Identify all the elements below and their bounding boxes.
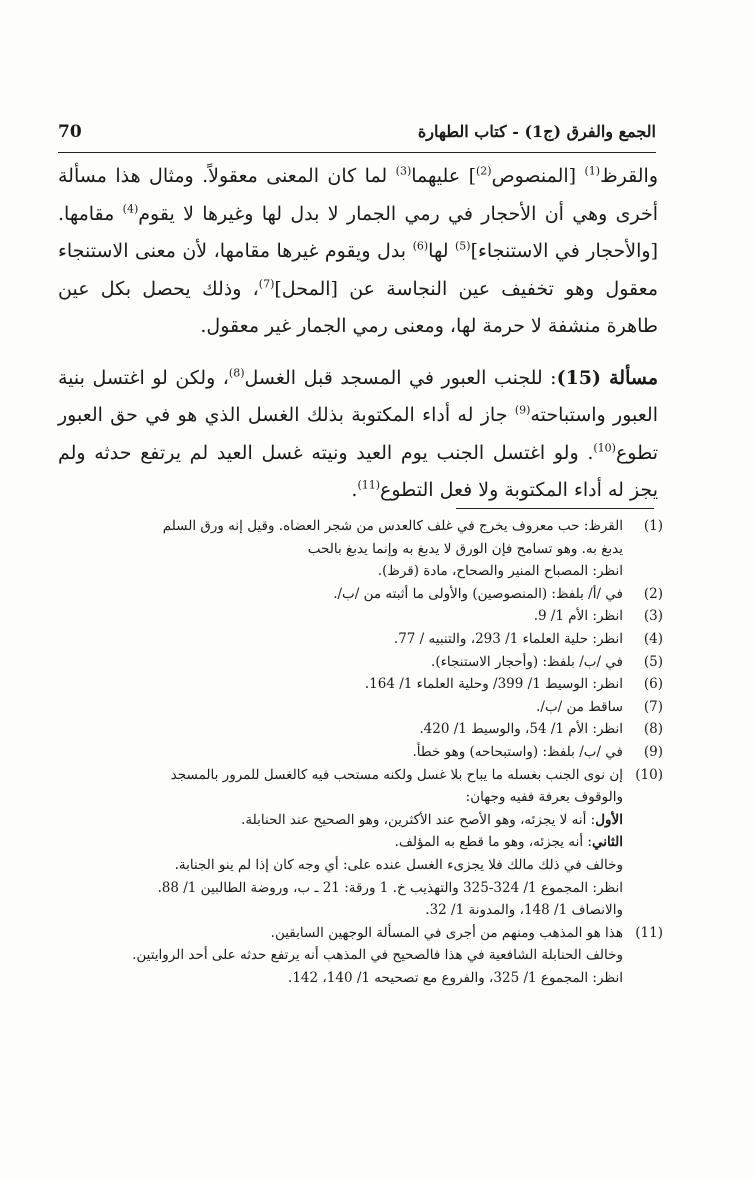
footnote-line: انظر: المصباح المنير والصحاح، مادة (قرظ). (377, 563, 623, 580)
footnote-8 (58, 718, 663, 741)
text-run: ، وذلك يحصل بكل عين طاهرة منشفة لا حرمة لها، ومعنى رمي الجمار غير معقول. (58, 277, 658, 337)
footnote-1 (58, 515, 663, 583)
text-run: [المنصوص (491, 165, 585, 187)
footnote-6 (58, 673, 663, 696)
text-run: . (351, 479, 358, 501)
footnote-line: انظر: حلية العلماء 1/ 293، والتنبيه / 77. (393, 630, 623, 647)
first-view-text: : أنه لا يجزئه، وهو الأصح عند الأكثرين، وهو الصحيح عند الحنابلة. (241, 811, 596, 828)
footnote-ref: (8) (228, 366, 245, 380)
footnote-line: انظر: الأم 1/ 9. (533, 608, 623, 625)
issue-label: مسألة (15) (556, 366, 658, 389)
footnote-separator (456, 508, 654, 509)
footnote-line: انظر: الوسيط 1/ 399/ وحلية العلماء 1/ 164. (364, 676, 623, 693)
footnote-line: والانصاف 1/ 148، والمدونة 1/ 32. (425, 902, 623, 919)
first-view-label: الأول (595, 811, 623, 828)
footnote-line: وخالف في ذلك مالك فلا يجزىء الغسل عنده على: أي وجه كان إذا لم ينو الجنابة. (174, 856, 623, 873)
footnote-number: (4) (643, 630, 663, 647)
footnote-number: (11) (635, 924, 663, 941)
footnote-line: يدبغ به. وهو تسامح فإن الورق لا يدبغ به وإنما يدبغ بالحب (307, 540, 623, 557)
footnote-number: (8) (643, 721, 663, 738)
footnote-9 (58, 741, 663, 764)
footnote-number: (5) (643, 653, 663, 670)
footnote-ref: (5) (454, 239, 471, 253)
text-run: مقامها. [والأحجار في الاستنجاء] (58, 202, 658, 262)
footnote-number: (3) (643, 608, 663, 625)
footnote-number: (9) (643, 743, 663, 760)
text-run: : للجنب العبور في المسجد قبل الغسل (244, 366, 557, 389)
footnote-number: (10) (635, 766, 663, 783)
footnote-number: (6) (643, 676, 663, 693)
footnote-4 (58, 628, 663, 651)
main-text (58, 158, 658, 510)
footnote-ref: (4) (122, 202, 139, 216)
text-run: جاز له أداء المكتوبة بذلك الغسل الذي هو في حق العبور تطوع (58, 404, 658, 464)
footnote-line: في /أ/ بلفظ: (المنصوصين) والأولى ما أثبته من /ب/. (333, 585, 623, 602)
footnote-10 (58, 764, 663, 922)
footnote-number: (1) (643, 518, 663, 534)
footnote-number: (2) (643, 585, 663, 602)
footnote-line: انظر: الأم 1/ 54، والوسيط 1/ 420. (419, 721, 623, 738)
footnote-line: ساقط من /ب/. (536, 698, 623, 715)
footnote-line: القرظ: حب معروف يخرج في غلف كالعدس من شجر العضاه. وقيل إنه ورق السلم (162, 518, 623, 534)
text-run: لها (428, 240, 455, 262)
footnote-ref: (11) (357, 478, 381, 492)
footnote-ref: (9) (514, 403, 531, 417)
page-header (58, 118, 656, 153)
footnote-line: في /ب/ بلفظ: (وأحجار الاستنجاء). (431, 653, 623, 670)
footnote-line (58, 831, 623, 854)
footnote-line: إن نوى الجنب بغسله ما يباح بلا غسل ولكنه مستحب فيه كالغسل للمرور بالمسجد (170, 766, 623, 783)
footnote-ref: (10) (593, 441, 616, 455)
footnote-3 (58, 605, 663, 628)
footnote-ref: (1) (584, 164, 601, 178)
footnote-7 (58, 696, 663, 719)
footnote-line: انظر: المجموع 1/ 325، والفروع مع تصحيحه 1/ 140، 142. (288, 969, 623, 986)
footnote-number: (7) (643, 698, 663, 715)
text-run: بدل ويقوم غيرها مقامها، لأن معنى الاستنجاء معقول وهو تخفيف عين النجاسة عن [المحل] (58, 240, 659, 300)
paragraph-1 (58, 158, 658, 346)
running-title: الجمع والفرق (ج1) - كتاب الطهارة (417, 122, 656, 141)
text-run: والقرظ (600, 165, 659, 187)
issue-15-paragraph (58, 360, 658, 510)
text-run: لما كان المعنى معقولاً. ومثال هذا مسألة أخرى وهي أن الأحجار في رمي الجمار لا بدل لها وغيرها لا يقوم (58, 165, 658, 225)
footnote-ref: (6) (412, 239, 429, 253)
text-run: ، ولكن لو اغتسل بنية العبور واستباحته (58, 366, 658, 426)
footnote-line (58, 809, 623, 832)
footnotes (58, 515, 663, 989)
footnote-2 (58, 583, 663, 606)
text-run: ] عليهما (411, 165, 476, 187)
text-run: . ولو اغتسل الجنب يوم العيد ونيته غسل العيد لم يرتفع حدثه ولم يجز له أداء المكتوبة ولا فعل التطوع (58, 441, 658, 501)
page-number: 70 (58, 122, 82, 142)
footnote-ref: (2) (476, 164, 492, 178)
footnote-ref: (7) (258, 277, 275, 291)
footnote-11 (58, 922, 663, 990)
footnote-line: في /ب/ بلفظ: (واستبحاحه) وهو خطأ. (412, 743, 623, 760)
footnote-ref: (3) (395, 164, 412, 178)
footnote-line: هذا هو المذهب ومنهم من أجرى في المسألة الوجهين السابقين. (270, 924, 623, 941)
second-view-label: الثاني (591, 834, 623, 851)
footnote-line: وخالف الحنابلة الشافعية في هذا فالصحيح في المذهب أنه يرتفع حدثه على أحد الروايتين. (132, 947, 623, 964)
footnote-line: انظر: المجموع 1/ 324-325 والتهذيب خ. 1 ورقة: 21 ـ ب، وروضة الطالبين 1/ 88. (157, 879, 623, 896)
footnote-5 (58, 651, 663, 674)
second-view-text: : أنه يجزئه، وهو ما قطع به المؤلف. (394, 834, 592, 851)
footnote-line: والوقوف بعرفة ففيه وجهان: (465, 789, 623, 806)
